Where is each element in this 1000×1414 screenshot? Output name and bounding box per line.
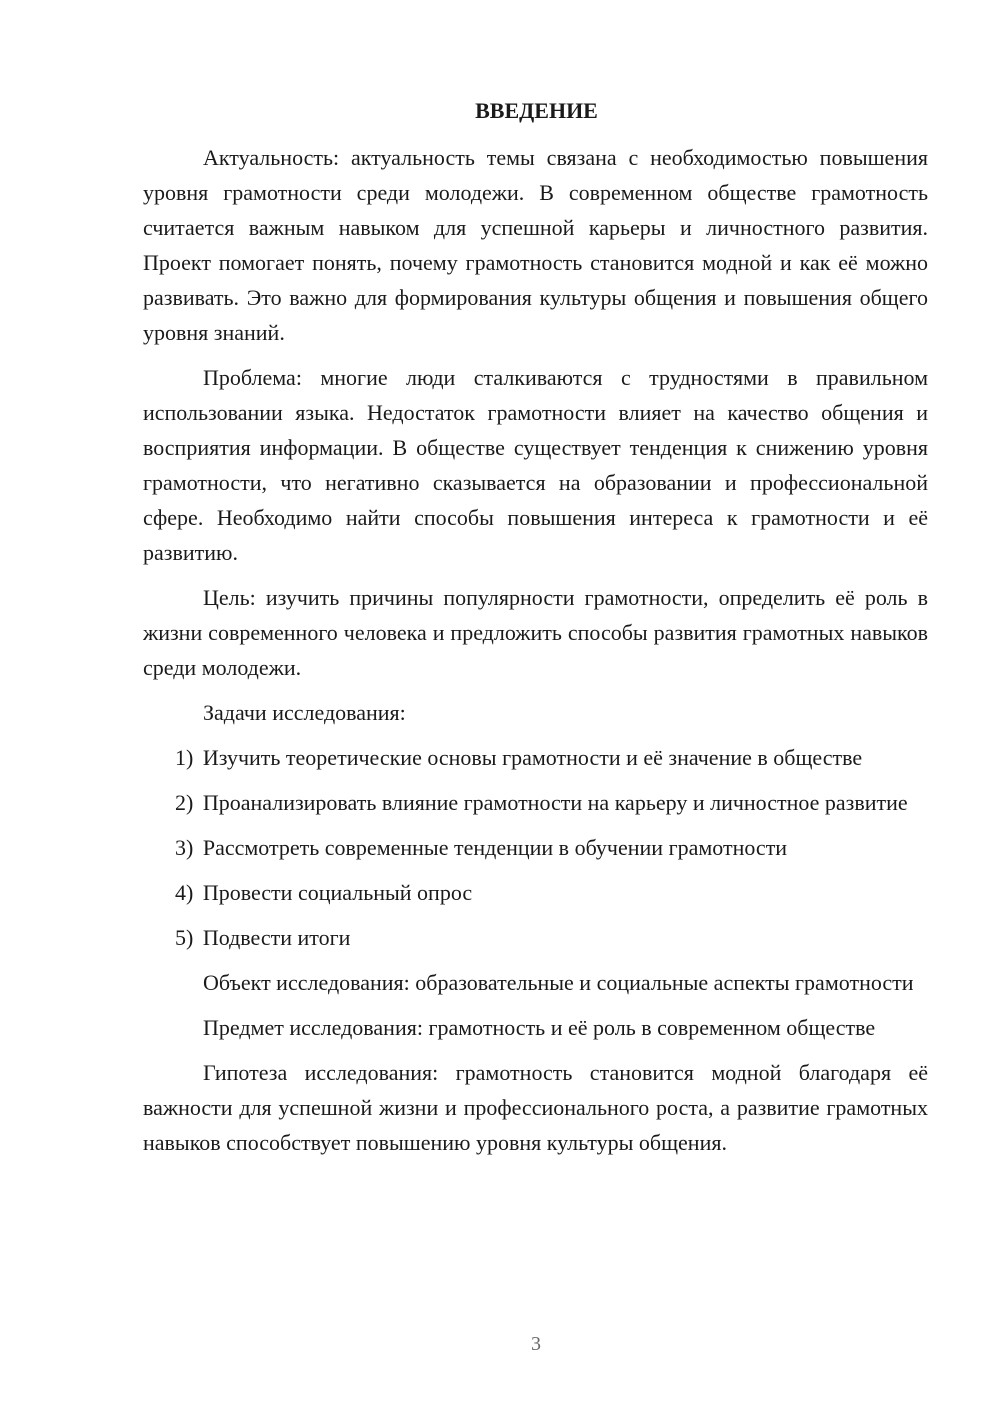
task-text: Провести социальный опрос [202,880,473,905]
task-item-1 [143,740,928,775]
task-number: 5) [175,925,194,950]
relevance-paragraph: Актуальность: актуальность темы связана с необходимостью повышения уровня грамотности среди молодежи. В современном обществе грамотность считается важным навыком для успешной карьеры и личностного развития. Проект помогает понять, почему грамотность становится модной и как её можно развивать. Это важно для формирования культуры общения и повышения общего уровня знаний. [143,145,928,345]
task-number: 1) [175,745,194,770]
task-item-5 [143,920,928,955]
object-paragraph: Объект исследования: образовательные и социальные аспекты грамотности [203,970,914,995]
hypothesis-paragraph: Гипотеза исследования: грамотность становится модной благодаря её важности для успешной жизни и профессионального роста, а развитие грамотных навыков способствует повышению уровня культуры общения. [143,1060,928,1155]
subject-paragraph: Предмет исследования: грамотность и её роль в современном обществе [203,1015,876,1040]
problem-paragraph: Проблема: многие люди сталкиваются с трудностями в правильном использовании языка. Недостаток грамотности влияет на качество общения и восприятия информации. В обществе существует тенденция к снижению уровня грамотности, что негативно сказывается на образовании и профессиональной сфере. Необходимо найти способы повышения интереса к грамотности и её развитию. [143,365,928,565]
task-number: 2) [175,790,194,815]
task-number: 4) [175,880,194,905]
task-item-2 [143,785,928,820]
task-item-4 [143,875,928,910]
task-text: Подвести итоги [202,925,351,950]
task-item-3 [143,830,928,865]
page-number: 3 [531,1333,541,1355]
task-text: Изучить теоретические основы грамотности и её значение в обществе [202,745,863,770]
tasks-heading: Задачи исследования: [203,700,406,725]
task-number: 3) [175,835,194,860]
task-text: Проанализировать влияние грамотности на карьеру и личностное развитие [202,790,908,815]
document-page [143,96,928,1170]
section-title: ВВЕДЕНИЕ [475,98,598,123]
goal-paragraph: Цель: изучить причины популярности грамотности, определить её роль в жизни современного человека и предложить способы развития грамотных навыков среди молодежи. [143,585,928,680]
task-text: Рассмотреть современные тенденции в обучении грамотности [202,835,788,860]
